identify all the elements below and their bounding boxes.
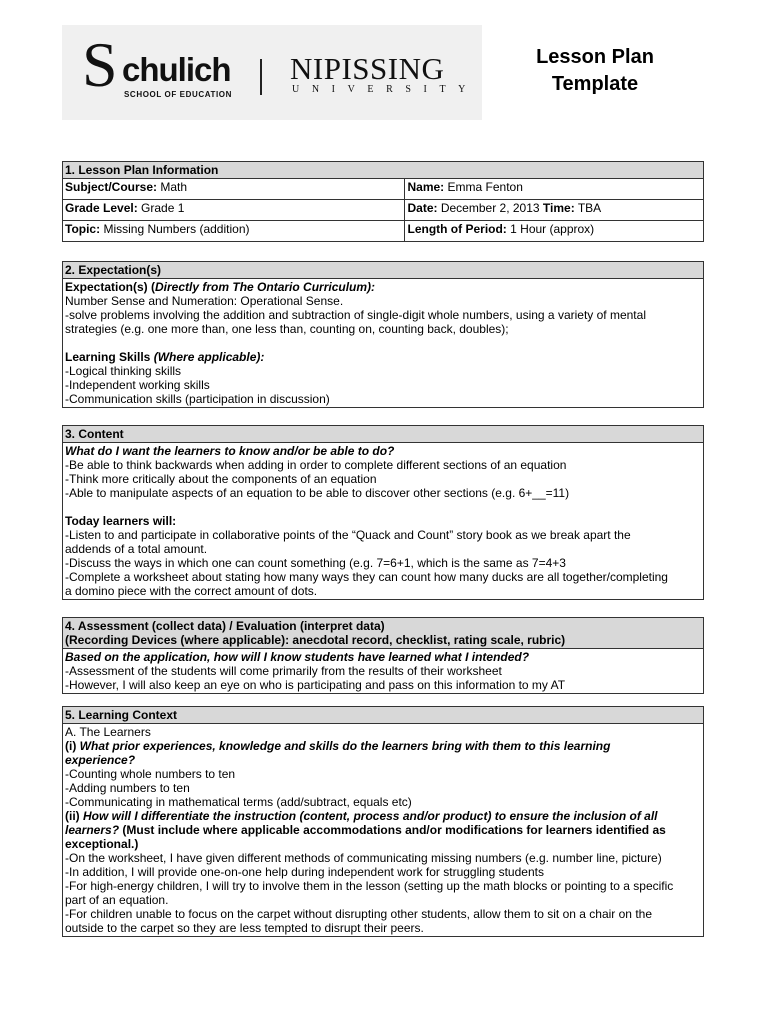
question-ii-text: How will I differentiate the instruction (content, process and/or product) to ensure the inclusion of all xyxy=(83,809,658,823)
learning-skills-label-italic: (Where applicable): xyxy=(153,350,265,364)
question-ii-line xyxy=(65,809,701,823)
title-line-2: Template xyxy=(551,73,639,95)
logo-divider xyxy=(260,59,262,95)
text-line: -For children unable to focus on the carpet without disrupting other students, allow them to sit on a chair on the xyxy=(65,907,652,921)
heading-line: (Recording Devices (where applicable): anecdotal record, checklist, rating scale, rubric) xyxy=(65,633,566,647)
text-line: -Complete a worksheet about stating how many ways they can count how many ducks are all together/completing xyxy=(65,570,668,584)
time-value: TBA xyxy=(574,201,602,215)
grade-value: Grade 1 xyxy=(137,201,185,215)
topic-label: Topic: xyxy=(65,222,101,236)
content-question: What do I want the learners to know and/or be able to do? xyxy=(65,444,395,458)
title-line-1: Lesson Plan xyxy=(536,46,654,68)
length-label: Length of Period: xyxy=(407,222,507,236)
text-line: -Independent working skills xyxy=(65,378,210,392)
text-line: addends of a total amount. xyxy=(65,542,208,556)
text-line: -Think more critically about the components of an equation xyxy=(65,472,377,486)
expectation-label-italic: Directly from The Ontario Curriculum): xyxy=(155,280,376,294)
learning-skills-label xyxy=(65,350,701,364)
section-heading: 3. Content xyxy=(63,426,704,443)
subject-label: Subject/Course: xyxy=(65,180,158,194)
text-line: -However, I will also keep an eye on who is participating and pass on this information to my AT xyxy=(65,678,566,692)
length-value: 1 Hour (approx) xyxy=(506,222,595,236)
text-line: -For high-energy children, I will try to involve them in the lesson (setting up the math blocks or pointing to a specific xyxy=(65,879,674,893)
text-line: strategies (e.g. one more than, one less than, counting on, counting back, doubles); xyxy=(65,322,509,336)
section-heading: 5. Learning Context xyxy=(63,707,704,724)
name-value: Emma Fenton xyxy=(444,180,523,194)
question-ii-line xyxy=(65,823,701,837)
time-label: Time: xyxy=(542,201,575,215)
text-line: -Counting whole numbers to ten xyxy=(65,767,236,781)
date-value: December 2, 2013 xyxy=(437,201,543,215)
assessment-question: Based on the application, how will I know students have learned what I intended? xyxy=(65,650,530,664)
date-time-cell xyxy=(405,200,704,221)
question-i-text: experience? xyxy=(65,753,136,767)
nipissing-wordmark: NIPISSING xyxy=(290,51,445,86)
content-body xyxy=(63,443,704,600)
date-label: Date: xyxy=(407,201,438,215)
expectations-table xyxy=(62,261,704,408)
assessment-body xyxy=(63,649,704,694)
section-heading xyxy=(63,618,704,649)
section-heading: 1. Lesson Plan Information xyxy=(63,162,704,179)
schulich-subtitle: SCHOOL OF EDUCATION xyxy=(124,90,232,99)
text-line: -Communication skills (participation in discussion) xyxy=(65,392,330,406)
heading-line: 4. Assessment (collect data) / Evaluation (interpret data) xyxy=(65,619,385,633)
text-line: -Logical thinking skills xyxy=(65,364,182,378)
question-ii-note: exceptional.) xyxy=(65,837,139,851)
schulich-logo xyxy=(82,29,242,101)
lesson-info-table xyxy=(62,161,704,242)
topic-value: Missing Numbers (addition) xyxy=(100,222,250,236)
nipissing-subtitle: UNIVERSITY xyxy=(292,84,478,95)
text-line: outside to the carpet so they are less tempted to disrupt their peers. xyxy=(65,921,424,935)
content-table xyxy=(62,425,704,600)
expectation-label-text: Expectation(s) ( xyxy=(65,280,156,294)
question-i-prefix: (i) xyxy=(65,739,80,753)
text-line: -Assessment of the students will come primarily from the results of their worksheet xyxy=(65,664,502,678)
name-cell xyxy=(405,179,704,200)
grade-cell xyxy=(63,200,405,221)
grade-label: Grade Level: xyxy=(65,201,138,215)
text-line: -Adding numbers to ten xyxy=(65,781,190,795)
text-line: -Discuss the ways in which one can count something (e.g. 7=6+1, which is the same as 7=4+3 xyxy=(65,556,566,570)
today-label: Today learners will: xyxy=(65,514,177,528)
section-heading: 2. Expectation(s) xyxy=(63,262,704,279)
learners-label: A. The Learners xyxy=(65,725,151,739)
text-line: Number Sense and Numeration: Operational Sense. xyxy=(65,294,344,308)
expectations-body xyxy=(63,279,704,408)
text-line: part of an equation. xyxy=(65,893,169,907)
question-ii-prefix: (ii) xyxy=(65,809,83,823)
schulich-s-mark: S xyxy=(82,29,118,100)
learning-context-table xyxy=(62,706,704,937)
expectation-label xyxy=(65,280,701,294)
name-label: Name: xyxy=(407,180,445,194)
document-title xyxy=(520,44,670,98)
text-line: -In addition, I will provide one-on-one help during independent work for struggling students xyxy=(65,865,544,879)
question-i-line xyxy=(65,739,701,753)
text-line: -solve problems involving the addition and subtraction of single-digit whole numbers, using a variety of mental xyxy=(65,308,646,322)
length-cell xyxy=(405,221,704,242)
text-line: -On the worksheet, I have given different methods of communicating missing numbers (e.g. number line, picture) xyxy=(65,851,662,865)
question-i-text: What prior experiences, knowledge and skills do the learners bring with them to this learning xyxy=(79,739,611,753)
subject-cell xyxy=(63,179,405,200)
text-line: -Able to manipulate aspects of an equation to be able to discover other sections (e.g. 6+__=11) xyxy=(65,486,570,500)
assessment-table xyxy=(62,617,704,694)
schulich-wordmark: chulich xyxy=(122,51,231,88)
topic-cell xyxy=(63,221,405,242)
question-ii-note: (Must include where applicable accommodations and/or modifications for learners identified as xyxy=(119,823,666,837)
text-line: -Listen to and participate in collaborative points of the “Quack and Count” story book as we break apart the xyxy=(65,528,631,542)
subject-value: Math xyxy=(157,180,188,194)
learning-skills-label-text: Learning Skills xyxy=(65,350,154,364)
text-line: a domino piece with the correct amount of dots. xyxy=(65,584,318,598)
question-ii-text: learners? xyxy=(65,823,120,837)
text-line: -Be able to think backwards when adding in order to complete different sections of an equation xyxy=(65,458,567,472)
logo-banner xyxy=(62,25,482,120)
learning-context-body xyxy=(63,724,704,937)
text-line: -Communicating in mathematical terms (add/subtract, equals etc) xyxy=(65,795,412,809)
